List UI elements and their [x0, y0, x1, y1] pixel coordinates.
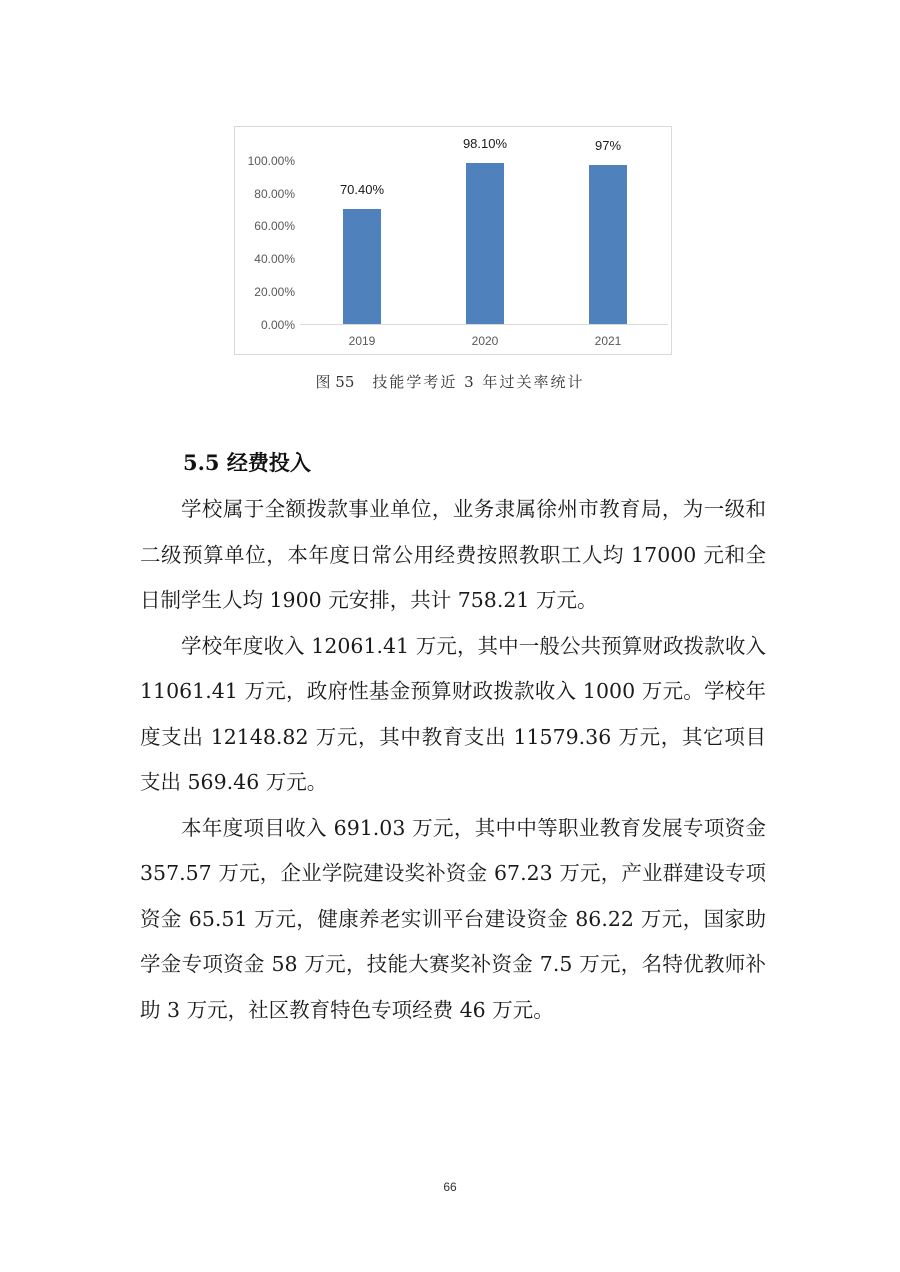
y-tick-label: 40.00% — [254, 252, 295, 266]
x-tick-label: 2021 — [594, 334, 622, 348]
data-label-2021: 97% — [594, 138, 622, 153]
bar-2020 — [466, 163, 504, 324]
figure-caption-text: 技能学考近 3 年过关率统计 — [372, 373, 585, 391]
section-body — [140, 487, 766, 1033]
y-tick-label: 100.00% — [247, 154, 295, 168]
paragraph: 本年度项目收入 691.03 万元，其中中等职业教育发展专项资金 357.57 万元，企业学院建设奖补资金 67.23 万元，产业群建设专项资金 65.51 万元，健康养老实训平台建设资金 86.22 万元，国家助学金专项资金 58 万元，技能大赛奖补资金 7.5 万元，名特优教师补助 3 万元，社区教育特色专项经费 46 万元。 — [140, 815, 766, 1022]
figure-caption — [0, 371, 900, 392]
y-tick-label: 80.00% — [254, 187, 295, 201]
x-axis-line — [300, 324, 668, 325]
figure-number: 图 55 — [315, 373, 355, 391]
y-tick-label: 0.00% — [260, 318, 295, 332]
bar-chart — [234, 126, 672, 355]
data-label-2020: 98.10% — [462, 136, 508, 151]
y-tick-label: 60.00% — [254, 219, 295, 233]
section-heading: 5.5 经费投入 — [183, 450, 311, 475]
bar-2019 — [343, 209, 381, 324]
paragraph: 学校属于全额拨款事业单位，业务隶属徐州市教育局，为一级和二级预算单位，本年度日常公用经费按照教职工人均 17000 元和全日制学生人均 1900 元安排，共计 758.21 万元。 — [140, 497, 766, 612]
x-tick-label: 2020 — [471, 334, 499, 348]
x-tick-label: 2019 — [348, 334, 376, 348]
y-tick-label: 20.00% — [254, 285, 295, 299]
page-number: 66 — [443, 1180, 457, 1194]
paragraph: 学校年度收入 12061.41 万元，其中一般公共预算财政拨款收入 11061.41 万元，政府性基金预算财政拨款收入 1000 万元。学校年度支出 12148.82 万元，其中教育支出 11579.36 万元，其它项目支出 569.46 万元。 — [140, 633, 766, 794]
data-label-2019: 70.40% — [339, 182, 385, 197]
bar-2021 — [589, 165, 627, 324]
